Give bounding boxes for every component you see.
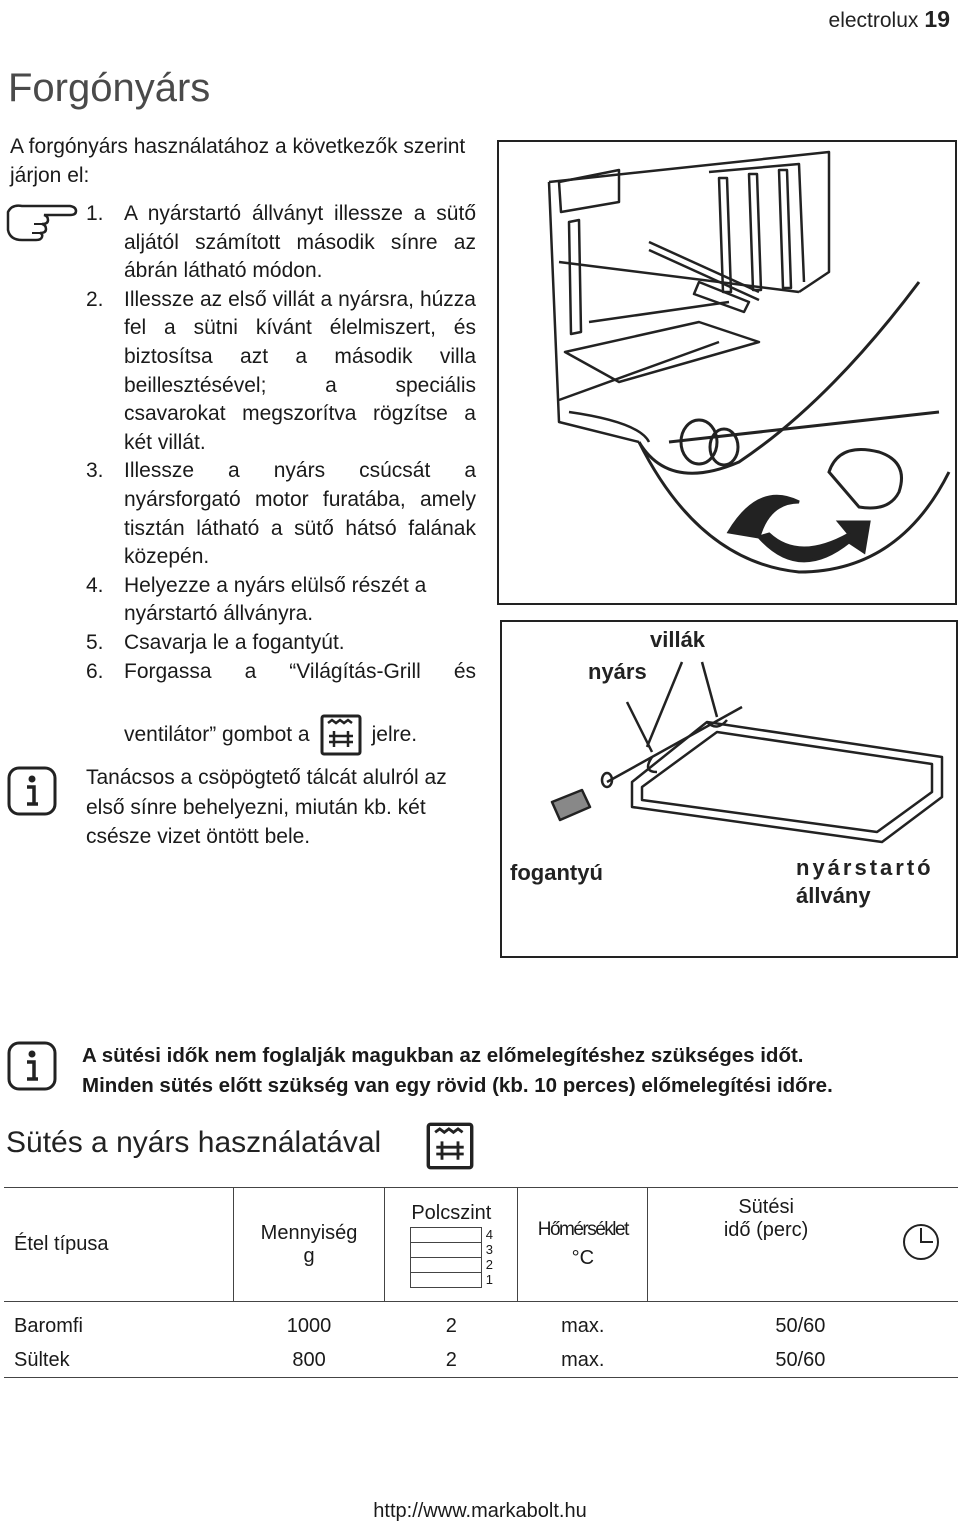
step6-text-b: jelre. <box>371 723 418 746</box>
cell-food: Baromfi <box>14 1314 83 1337</box>
table-row <box>4 1302 958 1344</box>
cell-shelf: 2 <box>445 1314 457 1337</box>
step-text: Illessze a nyárs csúcsát a nyársforgató motor furatába, amely tisztán látható a sütő hátsó falának közepén. <box>124 459 476 569</box>
header-temperature-label: Hőmérséklet <box>537 1219 628 1240</box>
header-temperature <box>518 1188 648 1302</box>
header-temperature-unit: °C <box>571 1247 595 1269</box>
cell-time: 50/60 <box>775 1314 826 1337</box>
step-text: Illessze az első villát a nyársra, húzza fel a sütni kívánt élelmiszert, és biztosítsa azt a második villa beillesztésével; a speciális csavarokat megszorítva rögzítse a két villát. <box>124 287 476 454</box>
step-text: Forgassa a “Világítás-Grill és <box>124 659 476 683</box>
oven-drawing <box>499 142 955 603</box>
step-number: 4. <box>86 573 104 597</box>
steps-list <box>86 200 476 686</box>
oven-illustration <box>497 140 957 605</box>
step-number: 2. <box>86 287 104 311</box>
header-quantity <box>233 1188 385 1302</box>
spit-cooking-table <box>4 1187 958 1378</box>
cell-quantity: 800 <box>292 1348 326 1371</box>
section-title: Forgónyárs <box>8 66 211 110</box>
shelf-diagram <box>386 1227 516 1288</box>
cell-food: Sültek <box>14 1348 70 1371</box>
header-shelf-level <box>385 1188 518 1302</box>
label-spit: nyárs <box>588 659 647 684</box>
label-forks: villák <box>650 627 706 652</box>
step6-continuation <box>124 714 417 756</box>
label-spit-support-b: állvány <box>796 883 871 908</box>
footer-url[interactable]: http://www.markabolt.hu <box>373 1500 587 1522</box>
header-quantity-unit: g <box>303 1244 315 1267</box>
step6-text-a: ventilátor” gombot a <box>124 723 310 746</box>
step-item <box>86 629 476 658</box>
step-item <box>86 658 476 687</box>
preheat-note-line1: A sütési idők nem foglalják magukban az előmelegítéshez szükséges időt. <box>82 1044 804 1067</box>
header-clock <box>884 1188 958 1302</box>
step-item <box>86 200 476 286</box>
pointing-hand-icon <box>4 198 78 242</box>
table-row <box>4 1343 958 1378</box>
tip-text: Tanácsos a csöpögtető tálcát alulról az első sínre behelyezni, miután kb. két csésze vizet öntött bele. <box>86 766 447 848</box>
preheat-note-line2: Minden sütés előtt szükség van egy rövid (kb. 10 perces) előmelegítési időre. <box>82 1073 833 1097</box>
cell-quantity: 1000 <box>286 1314 332 1337</box>
spit-parts-drawing <box>502 622 956 956</box>
header-shelf-label: Polcszint <box>411 1201 492 1224</box>
step-item <box>86 286 476 458</box>
header-food-type: Étel típusa <box>14 1233 109 1255</box>
page-header <box>829 6 950 33</box>
step-item <box>86 572 476 629</box>
step-text: Csavarja le a fogantyút. <box>124 630 345 654</box>
cell-temperature: max. <box>561 1314 605 1337</box>
brand-name: electrolux <box>828 9 919 32</box>
step-number: 5. <box>86 630 104 654</box>
cell-temperature: max. <box>561 1348 605 1371</box>
info-icon <box>6 765 58 817</box>
header-time-label-b: idő (perc) <box>723 1219 809 1241</box>
step-text: Helyezze a nyárs elülső részét a nyárstartó állványra. <box>124 573 427 626</box>
intro-text: A forgónyárs használatához a következők szerint járjon el: <box>10 135 466 187</box>
step-number: 1. <box>86 202 104 225</box>
cell-time: 50/60 <box>775 1348 826 1371</box>
shelf-levels-box <box>410 1227 482 1288</box>
page-number: 19 <box>924 6 950 32</box>
header-time-label-a: Sütési <box>738 1196 794 1218</box>
section-title: Sütés a nyárs használatával <box>6 1126 382 1159</box>
table-header-row <box>4 1188 958 1302</box>
fan-grill-icon <box>426 1122 474 1170</box>
step-number: 3. <box>86 459 104 483</box>
preheat-note <box>82 1041 960 1100</box>
header-cooking-time <box>648 1188 884 1302</box>
cell-shelf: 2 <box>445 1348 457 1371</box>
step-item <box>86 457 476 571</box>
header-quantity-label: Mennyiség <box>260 1221 358 1244</box>
step-text: A nyárstartó állványt illessze a sütő aljától számított második sínre az ábrán látható módon. <box>124 202 476 283</box>
label-handle: fogantyú <box>510 860 603 885</box>
step-number: 6. <box>86 659 104 683</box>
spit-parts-illustration <box>500 620 958 958</box>
clock-icon <box>901 1222 941 1262</box>
info-icon <box>6 1040 58 1092</box>
fan-grill-icon <box>320 714 362 756</box>
shelf-level-numbers: 4 3 2 1 <box>485 1226 493 1287</box>
label-spit-support-a: nyárstartó <box>796 855 934 880</box>
